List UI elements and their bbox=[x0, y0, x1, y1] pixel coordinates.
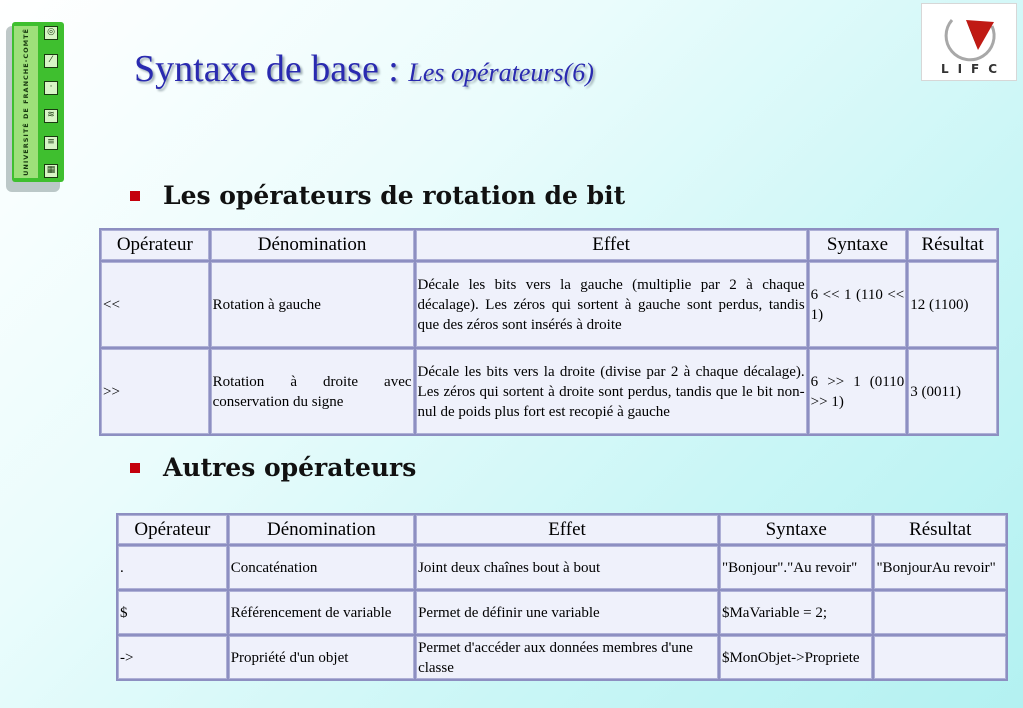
header-cell: Effet bbox=[416, 230, 807, 260]
effect-cell: Permet de définir une variable bbox=[416, 591, 718, 634]
table-header-row bbox=[118, 515, 1006, 544]
result-cell: 3 (0011) bbox=[908, 349, 997, 434]
syntax-cell: "Bonjour"."Au revoir" bbox=[720, 546, 872, 589]
rotation-operators-table bbox=[99, 228, 999, 436]
glyph-icon: · bbox=[44, 81, 58, 95]
name-cell: Référencement de variable bbox=[229, 591, 414, 634]
table-row bbox=[101, 262, 997, 347]
logo-text-column bbox=[14, 26, 38, 178]
effect-cell: Permet d'accéder aux données membres d'une classe bbox=[416, 636, 718, 679]
header-cell: Effet bbox=[416, 515, 718, 544]
page-title bbox=[134, 47, 594, 91]
effect-cell: Décale les bits vers la gauche (multiplie par 2 à chaque décalage). Les zéros qui sortent à gauche sont perdus, tandis que des zéros sont insérés à droite bbox=[416, 262, 807, 347]
section-label: Autres opérateurs bbox=[163, 453, 417, 482]
title-main: Syntaxe de base : bbox=[134, 48, 409, 90]
glyph-icon: ◎ bbox=[44, 26, 58, 40]
operator-cell: $ bbox=[118, 591, 227, 634]
result-cell: 12 (1100) bbox=[908, 262, 997, 347]
table-row bbox=[118, 636, 1006, 679]
header-cell: Dénomination bbox=[211, 230, 414, 260]
operator-cell: -> bbox=[118, 636, 227, 679]
syntax-cell: $MaVariable = 2; bbox=[720, 591, 872, 634]
header-cell: Résultat bbox=[908, 230, 997, 260]
header-cell: Opérateur bbox=[101, 230, 209, 260]
table-row bbox=[101, 349, 997, 434]
glyph-icon: ≋ bbox=[44, 109, 58, 123]
syntax-cell: 6 << 1 (110 << 1) bbox=[809, 262, 907, 347]
table-row bbox=[118, 591, 1006, 634]
operator-cell: >> bbox=[101, 349, 209, 434]
university-name: UNIVERSITÉ DE FRANCHE-COMTÉ bbox=[22, 28, 30, 176]
glyph-icon: ⁄ bbox=[44, 54, 58, 68]
university-logo bbox=[4, 22, 64, 192]
title-sub: Les opérateurs(6) bbox=[408, 58, 594, 87]
result-cell bbox=[874, 636, 1006, 679]
section-label: Les opérateurs de rotation de bit bbox=[163, 181, 626, 210]
header-cell: Opérateur bbox=[118, 515, 227, 544]
glyph-icon: ≡ bbox=[44, 136, 58, 150]
logo-glyphs bbox=[41, 26, 61, 178]
lifc-emblem-icon bbox=[922, 4, 1018, 64]
section-heading-rotation bbox=[130, 181, 625, 210]
effect-cell: Décale les bits vers la droite (divise par 2 à chaque décalage). Les zéros qui sortent à droite sont perdus, tandis que le bit non-nul de poids plus fort est recopié à gauche bbox=[416, 349, 807, 434]
name-cell: Rotation à droite avec conservation du signe bbox=[211, 349, 414, 434]
bullet-square-icon bbox=[130, 463, 140, 473]
table-row bbox=[118, 546, 1006, 589]
glyph-icon: ▦ bbox=[44, 164, 58, 178]
operator-cell: . bbox=[118, 546, 227, 589]
syntax-cell: $MonObjet->Propriete bbox=[720, 636, 872, 679]
result-cell bbox=[874, 591, 1006, 634]
lifc-text: LIFC bbox=[940, 62, 1007, 76]
bullet-square-icon bbox=[130, 191, 140, 201]
table-header-row bbox=[101, 230, 997, 260]
header-cell: Syntaxe bbox=[720, 515, 872, 544]
name-cell: Concaténation bbox=[229, 546, 414, 589]
other-operators-table bbox=[116, 513, 1008, 681]
syntax-cell: 6 >> 1 (0110 >> 1) bbox=[809, 349, 907, 434]
name-cell: Propriété d'un objet bbox=[229, 636, 414, 679]
result-cell: "BonjourAu revoir" bbox=[874, 546, 1006, 589]
header-cell: Dénomination bbox=[229, 515, 414, 544]
operator-cell: << bbox=[101, 262, 209, 347]
header-cell: Syntaxe bbox=[809, 230, 907, 260]
effect-cell: Joint deux chaînes bout à bout bbox=[416, 546, 718, 589]
section-heading-other bbox=[130, 453, 416, 482]
header-cell: Résultat bbox=[874, 515, 1006, 544]
lifc-logo bbox=[921, 3, 1017, 81]
name-cell: Rotation à gauche bbox=[211, 262, 414, 347]
